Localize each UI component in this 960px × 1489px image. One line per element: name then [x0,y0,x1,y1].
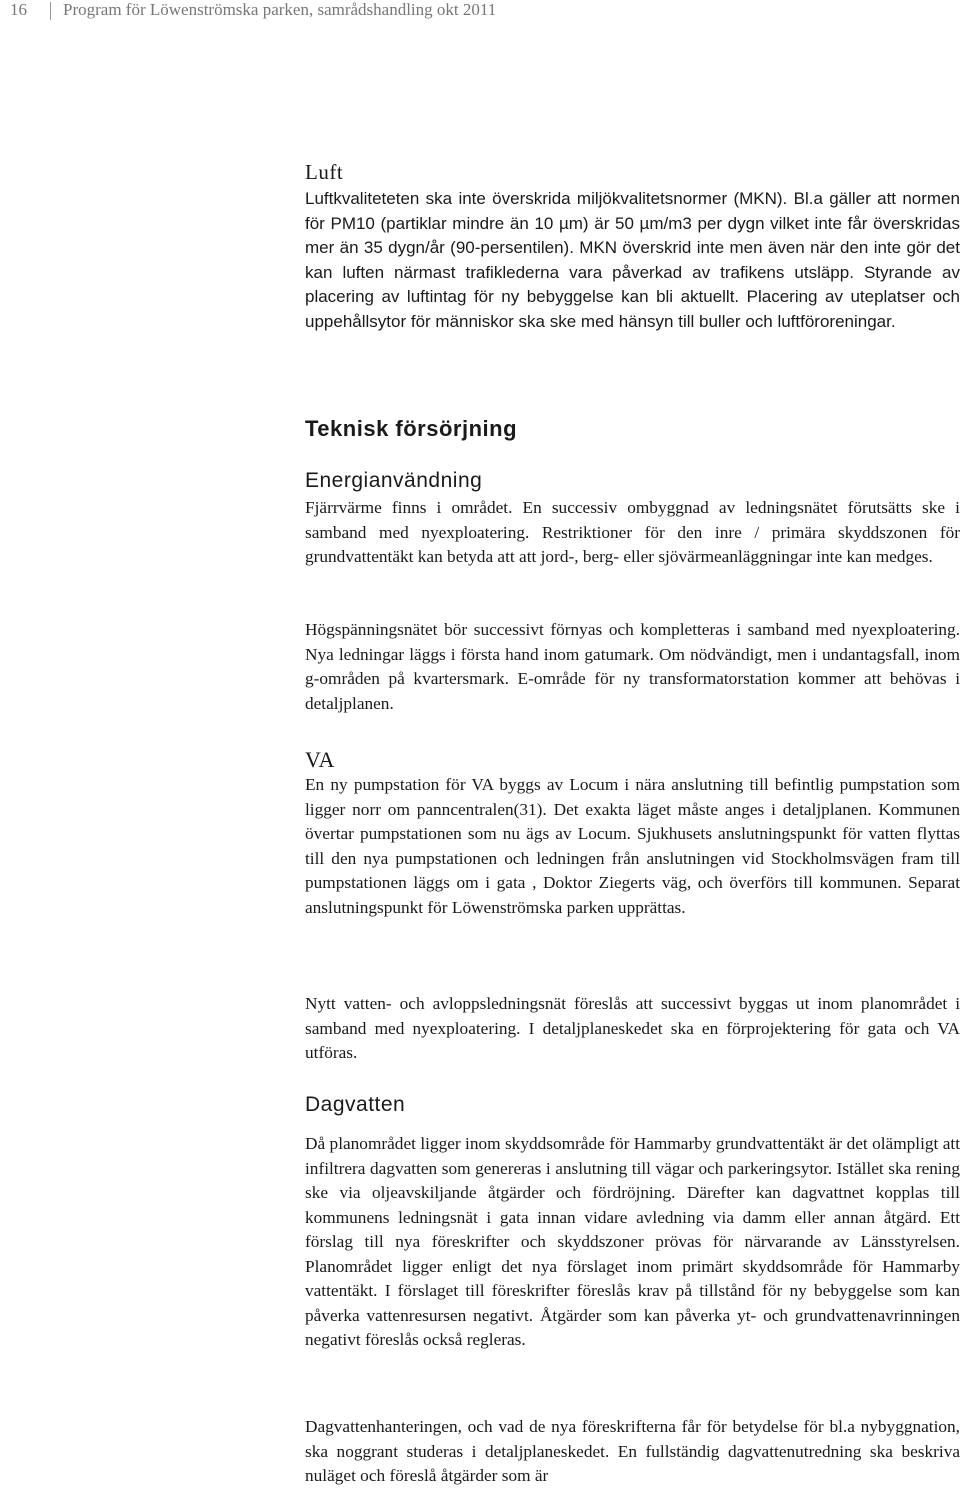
paragraph-luft: Luftkvaliteteten ska inte överskrida miljökvalitetsnormer (MKN). Bl.a gäller att normen för PM10 (partiklar mindre än 10 µm) är 50 µm/m3 per dygn vilket inte får överskridas mer än 35 dygn/år (90-persentilen). MKN överskrid inte men även när den inte gör det kan luften närmast trafiklederna vara påverkad av trafikens utsläpp. Styrande av placering av luftintag för ny bebyggelse kan bli aktuellt. Placering av uteplatser och uppehållsytor för människor ska ske med hänsyn till buller och luftföroreningar. [305,189,960,331]
header-divider [50,2,51,20]
section-heading-luft: Luft [305,160,344,184]
paragraph-dagvatten-2: Dagvattenhanteringen, och vad de nya föreskrifterna får för betydelse för bl.a nybyggnation, ska noggrant studeras i detaljplaneskedet. En fullständig dagvattenutredning ska beskriva nuläget och föreslå åtgärder som är [305,1417,960,1485]
running-title: Program för Löwenströmska parken, samrådshandling okt 2011 [63,0,497,19]
subsection-heading-energianvandning: Energianvändning [305,469,483,492]
subsection-heading-va: VA [305,747,335,772]
paragraph-energi-1: Fjärrvärme finns i området. En successiv ombyggnad av ledningsnätet förutsätts ske i samband med nyexploatering. Restriktioner för den inre / primära skyddszonen för grundvattentäkt kan betyda att att jord-, berg- eller sjövärmeanläggningar inte kan medges. [305,498,960,566]
paragraph-va-2: Nytt vatten- och avloppsledningsnät föreslås att successivt byggas ut inom planområdet i samband med nyexploatering. I detaljplaneskedet ska en förprojektering för gata och VA utföras. [305,994,960,1062]
paragraph-energi-2: Högspänningsnätet bör successivt förnyas och kompletteras i samband med nyexploatering. Nya ledningar läggs i första hand inom gatumark. Om nödvändigt, men i undantagsfall, inom g-områden på kvartersmark. E-område för ny transformatorstation kommer att behövas i detaljplanen. [305,620,960,713]
paragraph-dagvatten-1: Då planområdet ligger inom skyddsområde för Hammarby grundvattentäkt är det olämpligt att infiltrera dagvatten som genereras i anslutning till vägar och parkeringsytor. Istället ska rening ske via oljeavskiljande åtgärder och fördröjning. Därefter kan dagvattnet kopplas till kommunens ledningsnät i gata innan vidare avledning via damm eller annan åtgärd. Ett förslag till nya föreskrifter och skyddszoner prövas för närvarande av Länsstyrelsen. Planområdet ligger enligt det nya förslaget inom primärt skyddsområde för Hammarby vattentäkt. I förslaget till föreskrifter föreslås krav på tillstånd för ny bebyggelse som kan påverka vattenresursen negativt. Åtgärder som kan påverka yt- och grundvattenavrinningen negativt föreslås också regleras. [305,1134,960,1349]
page-number: 16 [10,0,27,19]
subsection-heading-dagvatten: Dagvatten [305,1093,406,1116]
page-header [0,0,960,24]
paragraph-va-1: En ny pumpstation för VA byggs av Locum i nära anslutning till befintlig pumpstation som ligger norr om panncentralen(31). Det exakta läget måste anges i detaljplanen. Kommunen övertar pumpstationen som nu ägs av Locum. Sjukhusets anslutningspunkt för vatten flyttas till den nya pumpstationen och ledningen från anslutningen vid Stockholmsvägen fram till pumpstationen läggs om i gata , Doktor Ziegerts väg, och överförs till kommunen. Separat anslutningspunkt för Löwenströmska parken upprättas. [305,775,960,917]
section-heading-teknisk-forsorjning: Teknisk försörjning [305,416,518,441]
